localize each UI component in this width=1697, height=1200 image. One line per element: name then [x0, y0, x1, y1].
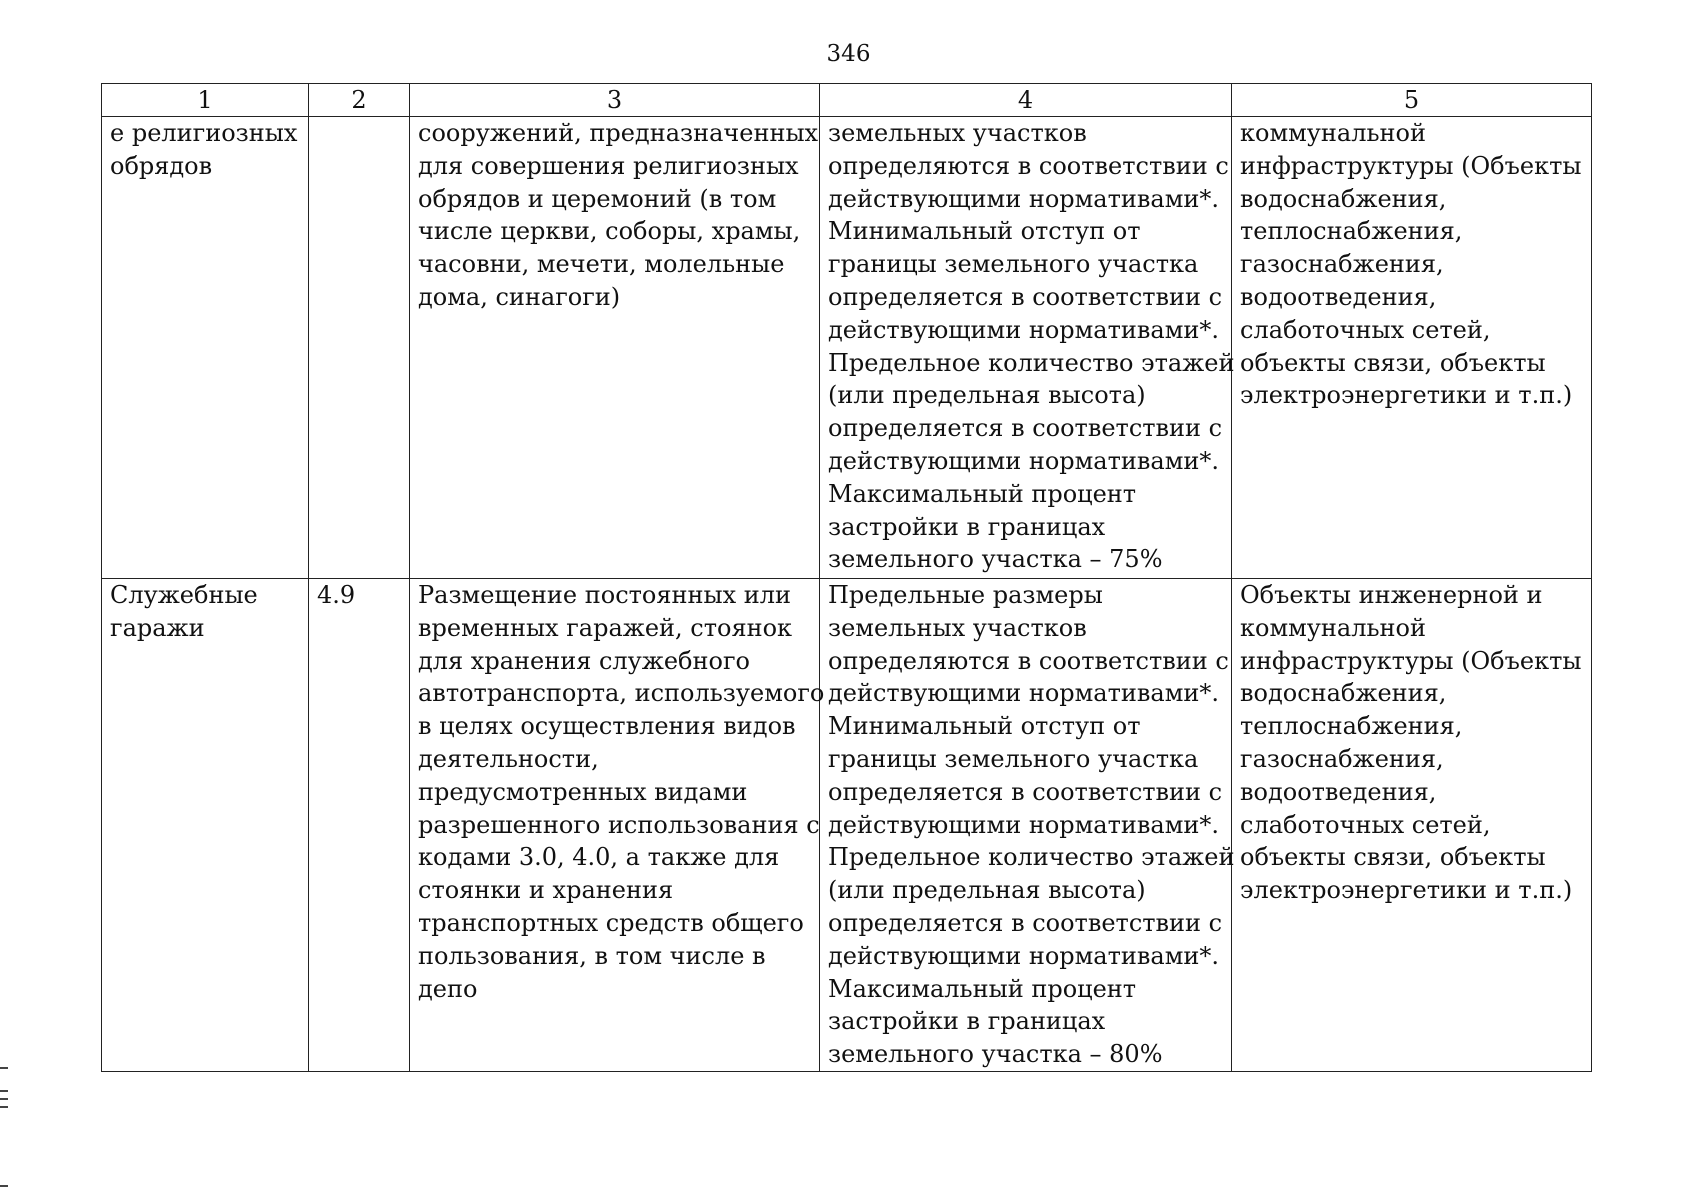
- cell-text-line: Предельные размеры: [828, 581, 1103, 609]
- cell-text-line: депо: [418, 974, 478, 1003]
- page-number: 346: [826, 41, 871, 67]
- cell-text-line: определяются в соответствии с: [828, 151, 1229, 180]
- cell-text-line: застройки в границах: [828, 1007, 1106, 1036]
- table-cell-col-5: [1232, 117, 1592, 579]
- header-col-5: 5: [1232, 84, 1592, 117]
- header-col-2: 2: [309, 84, 410, 117]
- margin-mark: [0, 1106, 8, 1108]
- cell-text-line: определяется в соответствии с: [828, 282, 1223, 311]
- cell-text-line: 4.9: [317, 581, 356, 609]
- cell-text-line: газоснабжения,: [1240, 250, 1444, 279]
- cell-text-line: в целях осуществления видов: [418, 712, 796, 741]
- cell-text-line: (или предельная высота): [828, 381, 1146, 410]
- cell-text-line: (или предельная высота): [828, 876, 1146, 905]
- table-cell-col-5: [1232, 579, 1592, 1072]
- margin-mark: [0, 1098, 8, 1100]
- cell-text-line: Максимальный процент: [828, 479, 1137, 508]
- cell-text-line: обрядов и церемоний (в том: [418, 184, 777, 213]
- cell-text-line: электроэнергетики и т.п.): [1240, 381, 1573, 410]
- cell-text-line: земельного участка – 80%: [828, 1040, 1163, 1069]
- cell-text-line: определяется в соответствии с: [828, 908, 1223, 937]
- cell-text-line: разрешенного использования с: [418, 810, 820, 839]
- cell-text-line: действующими нормативами*.: [828, 446, 1219, 475]
- cell-text-line: транспортных средств общего: [418, 908, 804, 937]
- header-col-4: 4: [820, 84, 1232, 117]
- cell-text-line: дома, синагоги): [418, 282, 621, 311]
- cell-text-line: Минимальный отступ от: [828, 217, 1141, 246]
- cell-text-line: земельных участков: [828, 613, 1087, 642]
- cell-text-line: автотранспорта, используемого: [418, 679, 825, 708]
- cell-text-line: инфраструктуры (Объекты: [1240, 646, 1582, 675]
- cell-text-line: временных гаражей, стоянок: [418, 613, 793, 642]
- cell-text-line: Предельное количество этажей: [828, 843, 1235, 872]
- cell-text-line: определяется в соответствии с: [828, 414, 1223, 443]
- cell-text-line: коммунальной: [1240, 119, 1426, 147]
- cell-text-line: Максимальный процент: [828, 974, 1137, 1003]
- cell-text-line: Объекты инженерной и: [1240, 581, 1543, 609]
- table-cell-col-1: [102, 579, 309, 1072]
- table-cell-col-1: [102, 117, 309, 579]
- cell-text-line: стоянки и хранения: [418, 876, 674, 905]
- cell-text-line: слаботочных сетей,: [1240, 315, 1491, 344]
- table-cell-col-4: [820, 117, 1235, 579]
- cell-text-line: числе церкви, соборы, храмы,: [418, 217, 801, 246]
- cell-text-line: теплоснабжения,: [1240, 217, 1463, 246]
- cell-text-line: часовни, мечети, молельные: [418, 250, 785, 279]
- header-col-3: 3: [410, 84, 820, 117]
- table-cell-col-2: [309, 579, 410, 1072]
- cell-text-line: инфраструктуры (Объекты: [1240, 151, 1582, 180]
- cell-text-line: Предельное количество этажей: [828, 348, 1235, 377]
- cell-text-line: газоснабжения,: [1240, 744, 1444, 773]
- cell-text-line: действующими нормативами*.: [828, 810, 1219, 839]
- table-cell-col-4: [820, 579, 1235, 1072]
- cell-text-line: обрядов: [110, 151, 213, 180]
- table-cell-col-2: [309, 117, 410, 579]
- cell-text-line: земельных участков: [828, 119, 1087, 147]
- cell-text-line: земельного участка – 75%: [828, 545, 1163, 574]
- cell-text-line: объекты связи, объекты: [1240, 348, 1546, 377]
- cell-text-line: водоснабжения,: [1240, 679, 1447, 708]
- header-col-1: 1: [102, 84, 309, 117]
- cell-text-line: границы земельного участка: [828, 250, 1199, 279]
- cell-text-line: пользования, в том числе в: [418, 941, 766, 970]
- header-row: [102, 84, 1592, 117]
- cell-text-line: кодами 3.0, 4.0, а также для: [418, 843, 780, 872]
- cell-text-line: для совершения религиозных: [418, 151, 799, 180]
- cell-text-line: действующими нормативами*.: [828, 184, 1219, 213]
- cell-text-line: е религиозных: [110, 119, 298, 147]
- cell-text-line: определяются в соответствии с: [828, 646, 1229, 675]
- cell-text-line: теплоснабжения,: [1240, 712, 1463, 741]
- table-row: [102, 579, 1592, 1072]
- cell-text-line: сооружений, предназначенных: [418, 119, 819, 147]
- regulations-table: [101, 83, 1592, 1072]
- cell-text-line: объекты связи, объекты: [1240, 843, 1546, 872]
- cell-text-line: Размещение постоянных или: [418, 581, 792, 609]
- table-cell-col-3: [410, 117, 820, 579]
- cell-text-line: действующими нормативами*.: [828, 679, 1219, 708]
- cell-text-line: предусмотренных видами: [418, 777, 748, 806]
- table-row: [102, 117, 1592, 579]
- cell-text-line: действующими нормативами*.: [828, 941, 1219, 970]
- cell-text-line: определяется в соответствии с: [828, 777, 1223, 806]
- cell-text-line: застройки в границах: [828, 512, 1106, 541]
- cell-text-line: водоотведения,: [1240, 282, 1437, 311]
- cell-text-line: деятельности,: [418, 744, 599, 773]
- cell-text-line: электроэнергетики и т.п.): [1240, 876, 1573, 905]
- cell-text-line: границы земельного участка: [828, 744, 1199, 773]
- cell-text-line: водоотведения,: [1240, 777, 1437, 806]
- cell-text-line: Служебные: [110, 581, 258, 609]
- cell-text-line: слаботочных сетей,: [1240, 810, 1491, 839]
- cell-text-line: для хранения служебного: [418, 646, 750, 675]
- cell-text-line: гаражи: [110, 613, 205, 642]
- table-cell-col-3: [410, 579, 825, 1072]
- margin-mark: [0, 1185, 8, 1187]
- cell-text-line: действующими нормативами*.: [828, 315, 1219, 344]
- margin-mark: [0, 1067, 8, 1069]
- margin-mark: [0, 1090, 8, 1092]
- cell-text-line: коммунальной: [1240, 613, 1426, 642]
- cell-text-line: водоснабжения,: [1240, 184, 1447, 213]
- cell-text-line: Минимальный отступ от: [828, 712, 1141, 741]
